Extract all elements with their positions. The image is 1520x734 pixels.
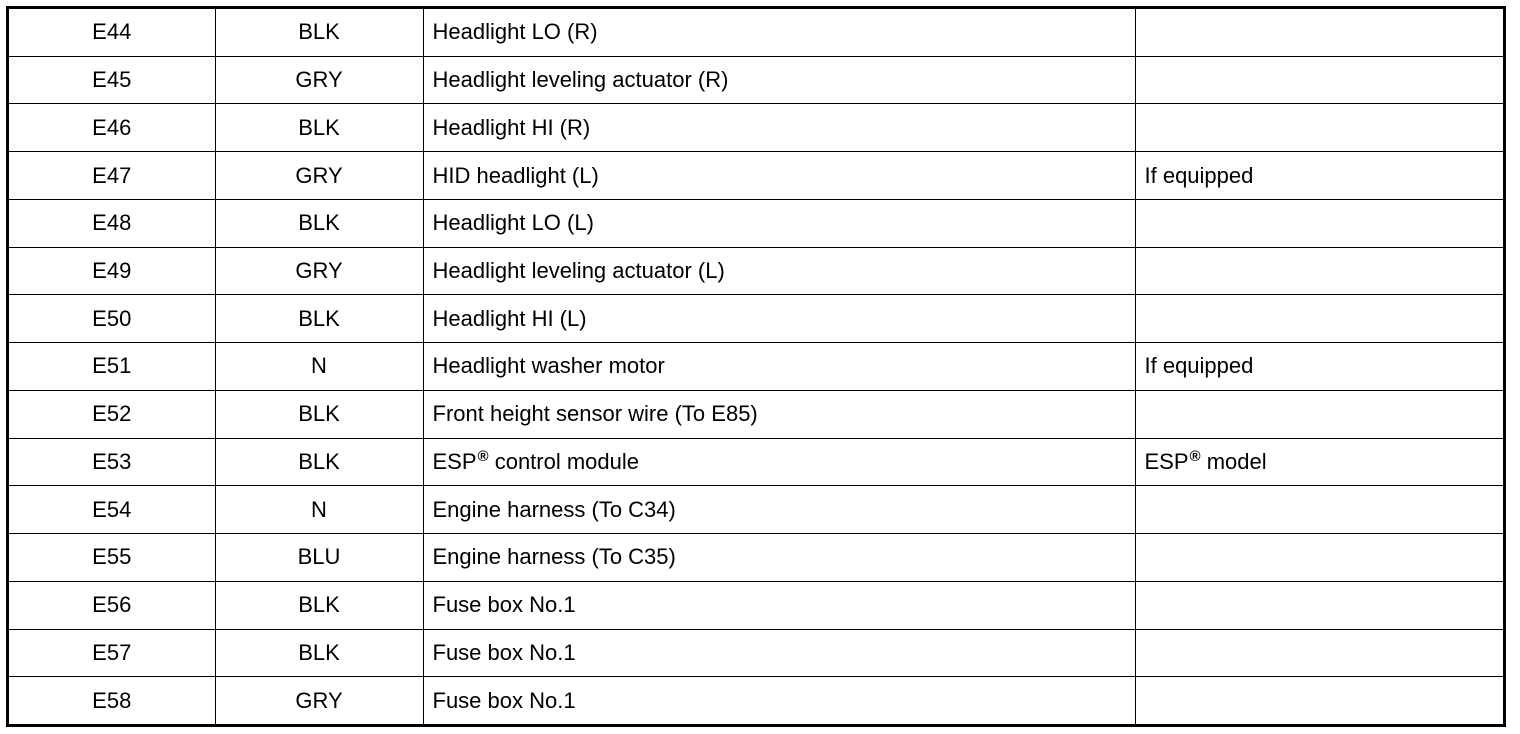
connector-note-cell-text-rest: model xyxy=(1200,448,1267,474)
connector-color-cell: N xyxy=(215,343,423,391)
connector-note-cell xyxy=(1135,199,1503,247)
connector-code-cell: E48 xyxy=(9,199,215,247)
table-row xyxy=(9,56,1503,104)
connector-note-cell xyxy=(1135,295,1503,343)
table-row xyxy=(9,104,1503,152)
connector-code-cell: E45 xyxy=(9,56,215,104)
table-row xyxy=(9,152,1503,200)
connector-note-cell: If equipped xyxy=(1135,152,1503,200)
connector-note-cell xyxy=(1135,438,1503,486)
table-row xyxy=(9,295,1503,343)
connector-note-cell xyxy=(1135,486,1503,534)
connector-color-cell: GRY xyxy=(215,247,423,295)
connector-color-cell: BLK xyxy=(215,438,423,486)
connector-description-cell: Headlight leveling actuator (L) xyxy=(423,247,1135,295)
connector-note-cell xyxy=(1135,534,1503,582)
connector-description-cell xyxy=(423,438,1135,486)
connector-code-cell: E55 xyxy=(9,534,215,582)
connector-description-cell-text: ESP xyxy=(432,448,477,474)
connector-note-cell xyxy=(1135,581,1503,629)
connector-code-cell: E46 xyxy=(9,104,215,152)
connector-description-cell: Engine harness (To C34) xyxy=(423,486,1135,534)
table-row xyxy=(9,438,1503,486)
connector-description-cell: Fuse box No.1 xyxy=(423,677,1135,724)
connector-color-cell: BLK xyxy=(215,9,423,56)
connector-description-cell: Headlight LO (L) xyxy=(423,199,1135,247)
connector-note-cell-text: ESP xyxy=(1144,448,1189,474)
table-row xyxy=(9,534,1503,582)
connector-table xyxy=(9,9,1503,724)
connector-note-cell xyxy=(1135,56,1503,104)
connector-note-cell xyxy=(1135,629,1503,677)
connector-color-cell: GRY xyxy=(215,152,423,200)
connector-description-cell: Fuse box No.1 xyxy=(423,581,1135,629)
registered-mark: ® xyxy=(477,447,489,465)
connector-description-cell: Headlight washer motor xyxy=(423,343,1135,391)
table-row xyxy=(9,247,1503,295)
connector-table-frame xyxy=(6,6,1506,727)
connector-color-cell: BLK xyxy=(215,629,423,677)
connector-color-cell: GRY xyxy=(215,677,423,724)
connector-description-cell: Headlight LO (R) xyxy=(423,9,1135,56)
table-row xyxy=(9,629,1503,677)
connector-code-cell: E58 xyxy=(9,677,215,724)
connector-description-cell: HID headlight (L) xyxy=(423,152,1135,200)
connector-code-cell: E51 xyxy=(9,343,215,391)
table-row xyxy=(9,343,1503,391)
connector-color-cell: BLK xyxy=(215,295,423,343)
connector-color-cell: GRY xyxy=(215,56,423,104)
connector-note-cell xyxy=(1135,247,1503,295)
connector-table-body xyxy=(9,9,1503,724)
table-row xyxy=(9,486,1503,534)
connector-code-cell: E44 xyxy=(9,9,215,56)
registered-mark: ® xyxy=(1189,447,1201,465)
connector-description-cell: Headlight leveling actuator (R) xyxy=(423,56,1135,104)
connector-code-cell: E52 xyxy=(9,390,215,438)
connector-note-cell xyxy=(1135,677,1503,724)
connector-description-cell: Fuse box No.1 xyxy=(423,629,1135,677)
connector-color-cell: BLK xyxy=(215,199,423,247)
connector-color-cell: BLK xyxy=(215,104,423,152)
connector-code-cell: E56 xyxy=(9,581,215,629)
connector-description-cell: Engine harness (To C35) xyxy=(423,534,1135,582)
connector-code-cell: E54 xyxy=(9,486,215,534)
table-row xyxy=(9,199,1503,247)
connector-note-cell xyxy=(1135,390,1503,438)
table-row xyxy=(9,9,1503,56)
connector-code-cell: E49 xyxy=(9,247,215,295)
table-row xyxy=(9,390,1503,438)
table-row xyxy=(9,677,1503,724)
connector-color-cell: BLU xyxy=(215,534,423,582)
connector-code-cell: E57 xyxy=(9,629,215,677)
connector-color-cell: N xyxy=(215,486,423,534)
connector-description-cell: Headlight HI (R) xyxy=(423,104,1135,152)
connector-note-cell: If equipped xyxy=(1135,343,1503,391)
connector-note-cell xyxy=(1135,9,1503,56)
connector-code-cell: E47 xyxy=(9,152,215,200)
connector-code-cell: E53 xyxy=(9,438,215,486)
connector-color-cell: BLK xyxy=(215,390,423,438)
connector-color-cell: BLK xyxy=(215,581,423,629)
table-row xyxy=(9,581,1503,629)
connector-description-cell: Front height sensor wire (To E85) xyxy=(423,390,1135,438)
connector-description-cell: Headlight HI (L) xyxy=(423,295,1135,343)
connector-note-cell xyxy=(1135,104,1503,152)
connector-code-cell: E50 xyxy=(9,295,215,343)
connector-description-cell-text-rest: control module xyxy=(488,448,640,474)
